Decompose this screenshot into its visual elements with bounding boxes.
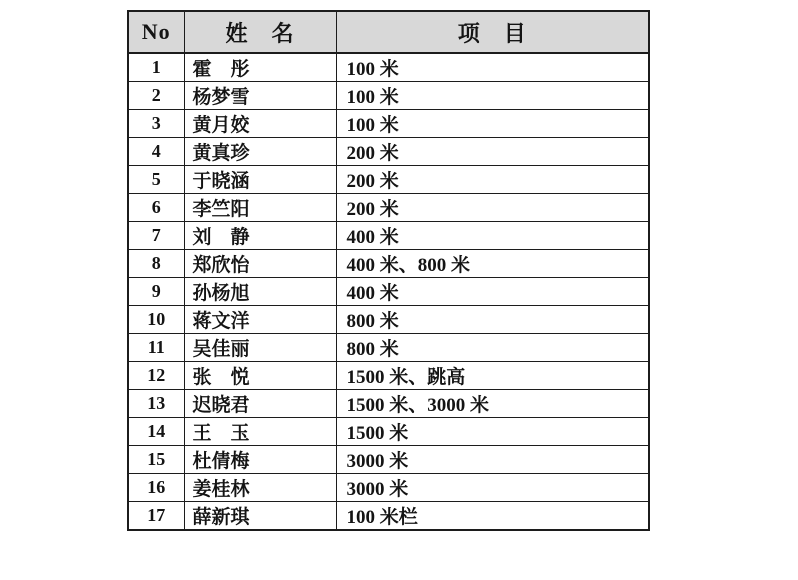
event-cell: 200 米 xyxy=(336,138,649,166)
row-number-cell: 5 xyxy=(128,166,184,194)
table-row xyxy=(128,390,649,418)
event-cell: 400 米 xyxy=(336,278,649,306)
row-number-cell: 9 xyxy=(128,278,184,306)
athlete-name-cell: 孙杨旭 xyxy=(184,278,336,306)
table-body xyxy=(128,53,649,530)
table-row xyxy=(128,138,649,166)
athlete-name-cell: 霍 彤 xyxy=(184,53,336,82)
event-cell: 800 米 xyxy=(336,306,649,334)
event-cell: 100 米栏 xyxy=(336,502,649,531)
table-row xyxy=(128,53,649,82)
row-number-cell: 11 xyxy=(128,334,184,362)
athlete-name-cell: 于晓涵 xyxy=(184,166,336,194)
row-number-cell: 1 xyxy=(128,53,184,82)
athlete-name-cell: 迟晓君 xyxy=(184,390,336,418)
athlete-name-cell: 蒋文洋 xyxy=(184,306,336,334)
event-cell: 400 米、800 米 xyxy=(336,250,649,278)
event-cell: 800 米 xyxy=(336,334,649,362)
athlete-name-cell: 黄月姣 xyxy=(184,110,336,138)
table-header-row xyxy=(128,11,649,53)
row-number-cell: 8 xyxy=(128,250,184,278)
row-number-cell: 15 xyxy=(128,446,184,474)
table-row xyxy=(128,418,649,446)
row-number-cell: 16 xyxy=(128,474,184,502)
row-number-cell: 13 xyxy=(128,390,184,418)
athlete-name-cell: 吴佳丽 xyxy=(184,334,336,362)
row-number-cell: 14 xyxy=(128,418,184,446)
athlete-name-cell: 姜桂林 xyxy=(184,474,336,502)
table-row xyxy=(128,306,649,334)
row-number-cell: 17 xyxy=(128,502,184,531)
athlete-name-cell: 刘 静 xyxy=(184,222,336,250)
event-cell: 200 米 xyxy=(336,166,649,194)
row-number-cell: 12 xyxy=(128,362,184,390)
event-cell: 3000 米 xyxy=(336,446,649,474)
event-cell: 100 米 xyxy=(336,53,649,82)
row-number-cell: 3 xyxy=(128,110,184,138)
event-cell: 1500 米 xyxy=(336,418,649,446)
row-number-cell: 2 xyxy=(128,82,184,110)
row-number-cell: 4 xyxy=(128,138,184,166)
event-cell: 100 米 xyxy=(336,82,649,110)
athlete-name-cell: 杜倩梅 xyxy=(184,446,336,474)
event-cell: 1500 米、跳高 xyxy=(336,362,649,390)
event-cell: 400 米 xyxy=(336,222,649,250)
athlete-name-cell: 郑欣怡 xyxy=(184,250,336,278)
row-number-cell: 6 xyxy=(128,194,184,222)
table-row xyxy=(128,250,649,278)
table-row xyxy=(128,166,649,194)
table-row xyxy=(128,278,649,306)
event-cell: 100 米 xyxy=(336,110,649,138)
event-cell: 3000 米 xyxy=(336,474,649,502)
column-header-no: No xyxy=(128,11,184,53)
table-row xyxy=(128,474,649,502)
athlete-name-cell: 黄真珍 xyxy=(184,138,336,166)
athlete-name-cell: 王 玉 xyxy=(184,418,336,446)
table-row xyxy=(128,362,649,390)
row-number-cell: 10 xyxy=(128,306,184,334)
athlete-name-cell: 李竺阳 xyxy=(184,194,336,222)
event-cell: 200 米 xyxy=(336,194,649,222)
athlete-event-table xyxy=(127,10,650,531)
table-row xyxy=(128,446,649,474)
table-row xyxy=(128,334,649,362)
athlete-name-cell: 薛新琪 xyxy=(184,502,336,531)
column-header-name: 姓 名 xyxy=(184,11,336,53)
table-row xyxy=(128,502,649,531)
table-row xyxy=(128,222,649,250)
column-header-event: 项 目 xyxy=(336,11,649,53)
athlete-name-cell: 杨梦雪 xyxy=(184,82,336,110)
table-row xyxy=(128,110,649,138)
table-row xyxy=(128,82,649,110)
athlete-name-cell: 张 悦 xyxy=(184,362,336,390)
row-number-cell: 7 xyxy=(128,222,184,250)
event-cell: 1500 米、3000 米 xyxy=(336,390,649,418)
table-row xyxy=(128,194,649,222)
